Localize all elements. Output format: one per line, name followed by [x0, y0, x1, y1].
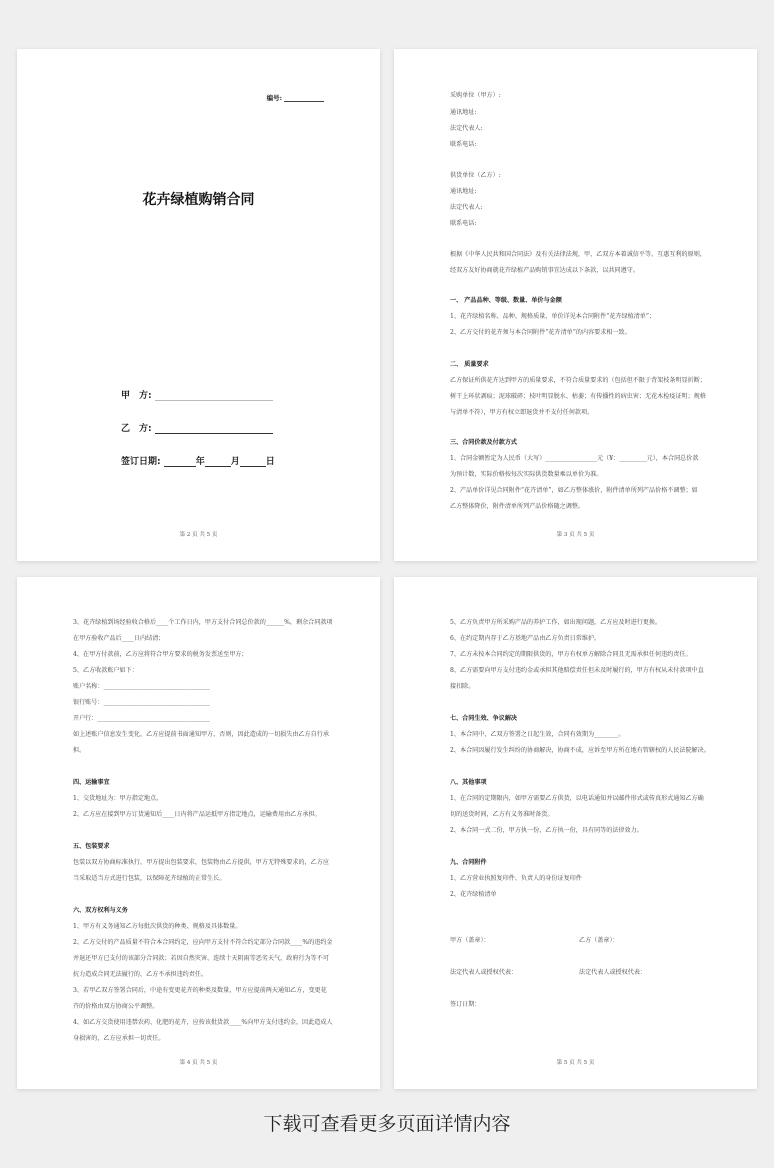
text-line: 3、花卉绿植到场经验收合格后____个工作日内，甲方支付合同总价款的______%，剩余合同款项 [73, 619, 333, 626]
text-line: 法定代表人或授权代表： [579, 969, 647, 976]
party-b-row [121, 421, 273, 434]
text-line: 通讯地址: [450, 109, 477, 116]
text-line: 7、乙方未按本合同约定的期限供货的，甲方有权单方解除合同且无需承担任何违约责任。 [450, 651, 692, 658]
text-line: 6、在约定期内存于乙方基地产品由乙方负责日常维护。 [450, 635, 601, 642]
section-heading: 四、运输事宜 [73, 779, 110, 786]
text-line: 与清单不符），甲方有权立即退货并不支付任何款项。 [450, 409, 594, 416]
text-line: 经双方友好协商就花卉绿植产品购销事宜达成以下条款，以共同遵守。 [450, 267, 639, 274]
contract-number-label: 编号: [266, 94, 282, 102]
page-2 [394, 49, 757, 561]
text-line: 签订日期： [450, 1001, 481, 1008]
date-year: 年 [195, 457, 205, 467]
text-line: 1、本合同中，乙双方签署之日起生效，合同有效期为________。 [450, 731, 625, 738]
text-line: 2、乙方交付的花卉须与本合同附件“花卉清单”的内容要求相一致。 [450, 329, 631, 336]
text-line: 2、乙方应在接到甲方订货通知后____日内将产品运抵甲方指定地点，运输费用由乙方承担。 [73, 811, 321, 818]
page-cover [17, 49, 380, 561]
text-line: 并退还甲方已支付的该部分合同款；若因自然灾害、连续十天阴雨等恶劣天气，政府行为等不可 [73, 955, 329, 962]
section-heading: 六、双方权利与义务 [73, 907, 128, 914]
text-line: 通讯地址: [450, 188, 477, 195]
text-line: 乙方（盖章）： [579, 937, 619, 944]
text-line: 2、花卉绿植清单 [450, 891, 497, 898]
text-line: 2、本合同因履行发生纠纷的协商解决，协商不成，应诉至甲方所在地有管辖权的人民法院解决。 [450, 747, 710, 754]
text-line: 担。 [73, 747, 86, 754]
text-line: 联系电话: [450, 141, 477, 148]
text-line: 根据《中华人民共和国合同法》及有关法律法规，甲、乙双方本着诚信平等、互惠互利的原则， [450, 251, 706, 258]
text-line: 法定代表人: [450, 125, 483, 132]
text-line: 2、乙方交付的产品质量不符合本合同约定，应向甲方支付不符合约定部分合同款____%的违约金 [73, 939, 333, 946]
page-footer: 第 2 页 共 5 页 [179, 532, 218, 538]
sign-date-label: 签订日期: [121, 457, 161, 467]
text-line: 抗力造成合同无法履行的，乙方不承担违约责任。 [73, 971, 208, 978]
party-b-label: 乙 方: [121, 424, 152, 434]
text-line: 1、甲方有义务通知乙方每批次供货的种类、规格及具体数量。 [73, 923, 242, 930]
text-line: 为预计数，实际价格按每次实际供货数量乘以单价为准。 [450, 471, 603, 478]
text-line: 乙方保证所供花卉达到甲方的质量要求，不符合质量要求的（包括但不限于背架枝条明显折断； [450, 377, 706, 384]
text-line: 银行账号：___________________________________ [73, 699, 211, 706]
text-line: 如上述账户信息发生变化，乙方应提前书面通知甲方，否则，因此造成的一切损失由乙方自行承 [73, 731, 329, 738]
contract-number [267, 93, 324, 102]
section-heading: 二、 质量要求 [450, 361, 489, 368]
text-line: 4、如乙方交货使用违禁农药、化肥的花卉，应按该批货款____%向甲方支付违约金，因此造成人 [73, 1019, 333, 1026]
section-heading: 五、包装要求 [73, 843, 110, 850]
text-line: 8、乙方需要向甲方支付违约金或承担其他赔偿责任但未及时履行的，甲方有权从未付款项中直 [450, 667, 704, 674]
text-line: 包装以双方协商标准执行，甲方提出包装要求，包装物由乙方提供，甲方无特殊要求的，乙方应 [73, 859, 329, 866]
date-month: 月 [230, 457, 240, 467]
text-line: 切的送货时间，乙方有义务准时备货。 [450, 811, 554, 818]
text-line: 开户行：_____________________________________ [73, 715, 211, 722]
text-line: 4、在甲方付款前，乙方应将符合甲方要求的税务发票送至甲方； [73, 651, 248, 658]
text-line: 当采取适当方式进行包装，以保障花卉绿植的正常生长。 [73, 875, 226, 882]
download-caption[interactable]: 下载可查看更多页面详情内容 [263, 1113, 511, 1135]
text-line: 甲方（盖章）： [450, 937, 490, 944]
party-a-label: 甲 方: [121, 391, 152, 401]
text-line: 身损害的，乙方应承担一切责任。 [73, 1035, 165, 1042]
contract-title: 花卉绿植购销合同 [142, 192, 255, 208]
text-line: 1、合同金额暂定为人民币（大写）_________________元（¥：_________元），本合同总价款 [450, 455, 699, 462]
text-line: 树干上环状剥痕；泥球破碎；枝叶明显脱水、枯萎；有传播性的病虫害；无花木检疫证明；规格 [450, 393, 706, 400]
section-heading: 七、合同生效、争议解决 [450, 715, 518, 722]
text-line: 2、产品单价详见合同附件“花卉清单”，如乙方整体涨价，附件清单所列产品价格不调整；如 [450, 487, 698, 494]
text-line: 5、乙方收款账户如下： [73, 667, 138, 674]
text-line: 法定代表人: [450, 204, 483, 211]
text-line: 在甲方验收产品后____日内结清； [73, 635, 165, 642]
section-heading: 八、其他事项 [450, 779, 487, 786]
text-line: 1、乙方营业执照复印件、负责人的身份证复印件 [450, 875, 582, 882]
section-heading: 九、合同附件 [450, 859, 487, 866]
text-line: 3、若甲乙双方签署合同后，中途有变更花卉的种类及数量，甲方应提前两天通知乙方，变更花 [73, 987, 327, 994]
section-heading: 三、合同价款及付款方式 [450, 439, 518, 446]
text-line: 账户名称：___________________________________ [73, 683, 211, 690]
text-line: 5、乙方负责甲方所采购产品的养护工作，如出现问题，乙方应及时进行更换。 [450, 619, 662, 626]
page-footer: 第 5 页 共 5 页 [556, 1060, 595, 1066]
text-line: 接扣除。 [450, 683, 475, 690]
page-3 [17, 577, 380, 1089]
page-4 [394, 577, 757, 1089]
text-line: 1、在合同的定期限内，如甲方需要乙方供货，以电话通知并以邮件形式或传真形式通知乙方确 [450, 795, 704, 802]
text-line: 2、本合同一式二份，甲方执一份，乙方执一份，具有同等的法律效力。 [450, 827, 643, 834]
text-line: 卉的价格由双方协商公平调整。 [73, 1003, 159, 1010]
text-line: 法定代表人或授权代表： [450, 969, 518, 976]
text-line: 联系电话: [450, 220, 477, 227]
text-line: 供货单位（乙方）: [450, 172, 501, 179]
party-a-row [121, 388, 273, 401]
sign-date-row [121, 454, 275, 467]
text-line: 采购单位（甲方）: [450, 92, 501, 99]
text-line: 1、交货地址为：甲方指定地点。 [73, 795, 163, 802]
page-footer: 第 4 页 共 5 页 [179, 1060, 218, 1066]
text-line: 1、花卉绿植名称、品种、规格质量、单价详见本合同附件“花卉绿植清单”； [450, 313, 656, 320]
section-heading: 一、 产品品种、等级、数量、单价与金额 [450, 297, 562, 304]
page-footer: 第 3 页 共 5 页 [556, 532, 595, 538]
text-line: 乙方整体降价，附件清单所列产品价格随之调整。 [450, 503, 585, 510]
date-day: 日 [265, 457, 275, 467]
